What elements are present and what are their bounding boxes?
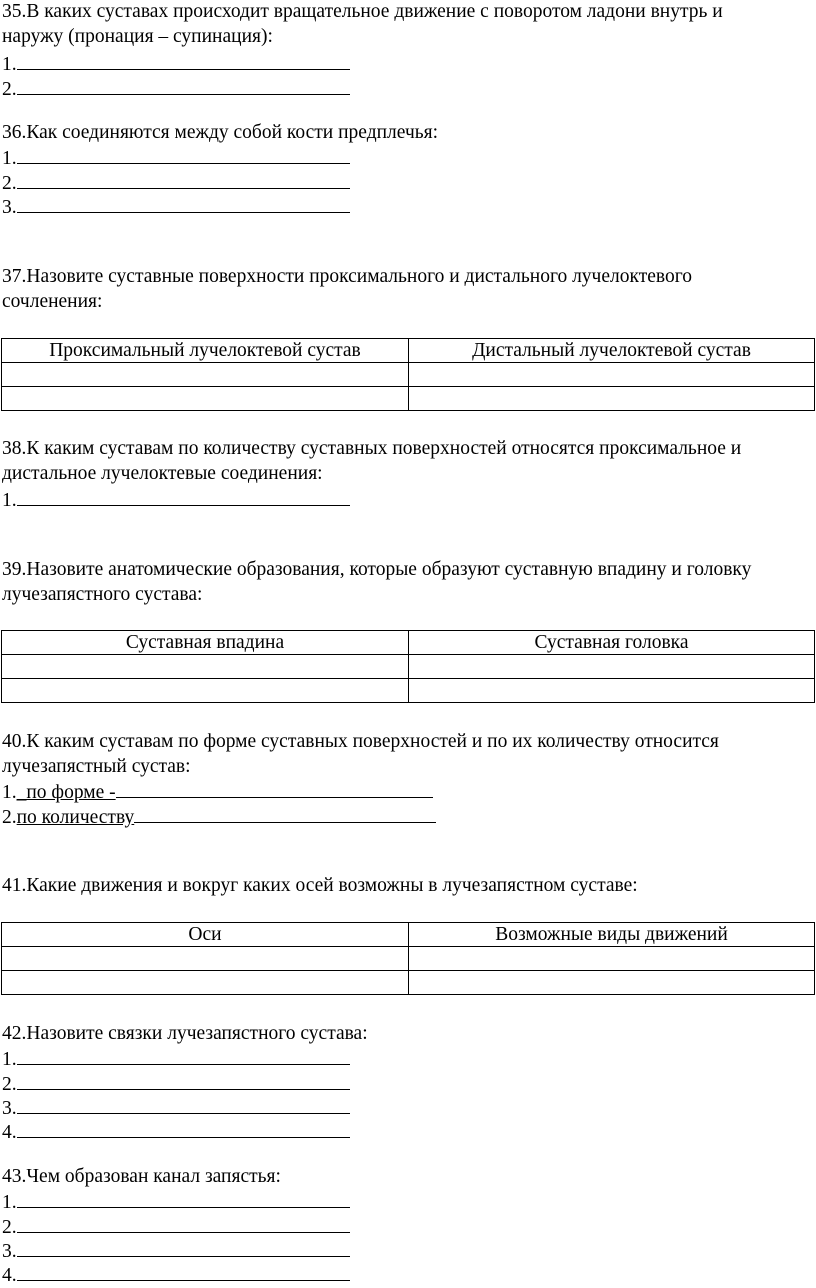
answer-number: 1. [2, 54, 17, 75]
table-header-row [2, 923, 815, 947]
table-row [2, 947, 815, 971]
table-header: Проксимальный лучелоктевой сустав [2, 339, 409, 363]
answer-line[interactable] [2, 1071, 350, 1097]
answer-line[interactable] [2, 779, 433, 805]
table-row [2, 363, 815, 387]
answer-number: 1. [2, 148, 17, 169]
answer-number: 2. [2, 173, 17, 194]
table-cell[interactable] [409, 387, 815, 411]
answer-line[interactable] [2, 1262, 350, 1288]
table-row [2, 655, 815, 679]
table-header: Возможные виды движений [409, 923, 815, 947]
answer-number: 1. [2, 1049, 17, 1070]
question-38-text: 38.К каким суставам по количеству суставных поверхностей относятся проксимальное и [2, 438, 742, 459]
table-header-row [2, 339, 815, 363]
question-37-text: 37.Назовите суставные поверхности проксимального и дистального лучелоктевого [2, 266, 692, 287]
answer-line[interactable] [2, 1189, 350, 1215]
answer-line[interactable] [2, 1238, 350, 1264]
question-41-text: 41.Какие движения и вокруг каких осей возможны в лучезапястном суставе: [2, 875, 638, 896]
answer-number: 2. [2, 79, 17, 100]
answer-line[interactable] [2, 145, 350, 171]
table-cell[interactable] [409, 655, 815, 679]
answer-number: 4. [2, 1122, 17, 1143]
answer-number: 4. [2, 1265, 17, 1286]
table-cell[interactable] [2, 655, 409, 679]
answer-blank[interactable] [17, 1238, 350, 1257]
question-39-text-cont: лучезапястного сустава: [2, 584, 203, 605]
answer-number: 1. [2, 490, 17, 511]
answer-number: 2. [2, 1217, 17, 1238]
answer-number: 2. [2, 807, 17, 828]
question-35-text-cont: наружу (пронация – супинация): [2, 26, 273, 47]
table-row [2, 971, 815, 995]
question-40-text-cont: лучезапястный сустав: [2, 756, 191, 777]
answer-blank[interactable] [17, 1095, 350, 1114]
answer-blank[interactable] [17, 1119, 350, 1138]
table-header: Суставная впадина [2, 631, 409, 655]
answer-blank[interactable] [17, 1046, 350, 1065]
answer-number: 3. [2, 1098, 17, 1119]
answer-number: 3. [2, 197, 17, 218]
answer-blank[interactable] [17, 1071, 350, 1090]
answer-line[interactable] [2, 170, 350, 196]
question-40-text: 40.К каким суставам по форме суставных поверхностей и по их количеству относится [2, 731, 719, 752]
table-cell[interactable] [2, 363, 409, 387]
answer-blank[interactable] [17, 194, 350, 213]
question-37-text-cont: сочленения: [2, 291, 103, 312]
question-42-text: 42.Назовите связки лучезапястного сустава: [2, 1023, 368, 1044]
answer-label: по количеству [16, 807, 135, 828]
answer-blank[interactable] [17, 1189, 350, 1208]
answer-blank[interactable] [17, 487, 350, 506]
table-row [2, 679, 815, 703]
table-cell[interactable] [409, 363, 815, 387]
answer-blank[interactable] [116, 779, 433, 798]
answer-blank[interactable] [17, 76, 350, 95]
table-header: Оси [2, 923, 409, 947]
table-cell[interactable] [409, 971, 815, 995]
table-cell[interactable] [2, 387, 409, 411]
answer-line[interactable] [2, 1214, 350, 1240]
table-cell[interactable] [409, 679, 815, 703]
answer-blank[interactable] [17, 170, 350, 189]
joint-surfaces-table [1, 338, 815, 411]
answer-line[interactable] [2, 194, 350, 220]
table-cell[interactable] [409, 947, 815, 971]
question-38-text-cont: дистальное лучелоктевые соединения: [2, 463, 323, 484]
table-cell[interactable] [2, 679, 409, 703]
table-cell[interactable] [2, 947, 409, 971]
answer-line[interactable] [2, 487, 350, 513]
question-43-text: 43.Чем образован канал запястья: [2, 1166, 281, 1187]
answer-number: 1. [2, 782, 17, 803]
question-39-text: 39.Назовите анатомические образования, которые образуют суставную впадину и головку [2, 559, 752, 580]
answer-line[interactable] [2, 1046, 350, 1072]
answer-number: 3. [2, 1241, 17, 1262]
answer-blank[interactable] [17, 51, 350, 70]
answer-blank[interactable] [17, 1214, 350, 1233]
answer-line[interactable] [2, 76, 350, 102]
answer-label: _по форме - [16, 782, 116, 803]
question-35-text: 35.В каких суставах происходит вращательное движение с поворотом ладони внутрь и [2, 1, 723, 22]
table-cell[interactable] [2, 971, 409, 995]
answer-number: 1. [2, 1192, 17, 1213]
answer-line[interactable] [2, 1119, 350, 1145]
table-header-row [2, 631, 815, 655]
answer-line[interactable] [2, 51, 350, 77]
question-36-text: 36.Как соединяются между собой кости предплечья: [2, 122, 439, 143]
table-row [2, 387, 815, 411]
table-header: Дистальный лучелоктевой сустав [409, 339, 815, 363]
answer-line[interactable] [2, 804, 436, 830]
table-header: Суставная головка [409, 631, 815, 655]
answer-line[interactable] [2, 1095, 350, 1121]
wrist-joint-table [1, 630, 815, 703]
answer-blank[interactable] [134, 804, 436, 823]
answer-blank[interactable] [17, 145, 350, 164]
answer-number: 2. [2, 1074, 17, 1095]
answer-blank[interactable] [17, 1262, 350, 1281]
axes-movements-table [1, 922, 815, 995]
